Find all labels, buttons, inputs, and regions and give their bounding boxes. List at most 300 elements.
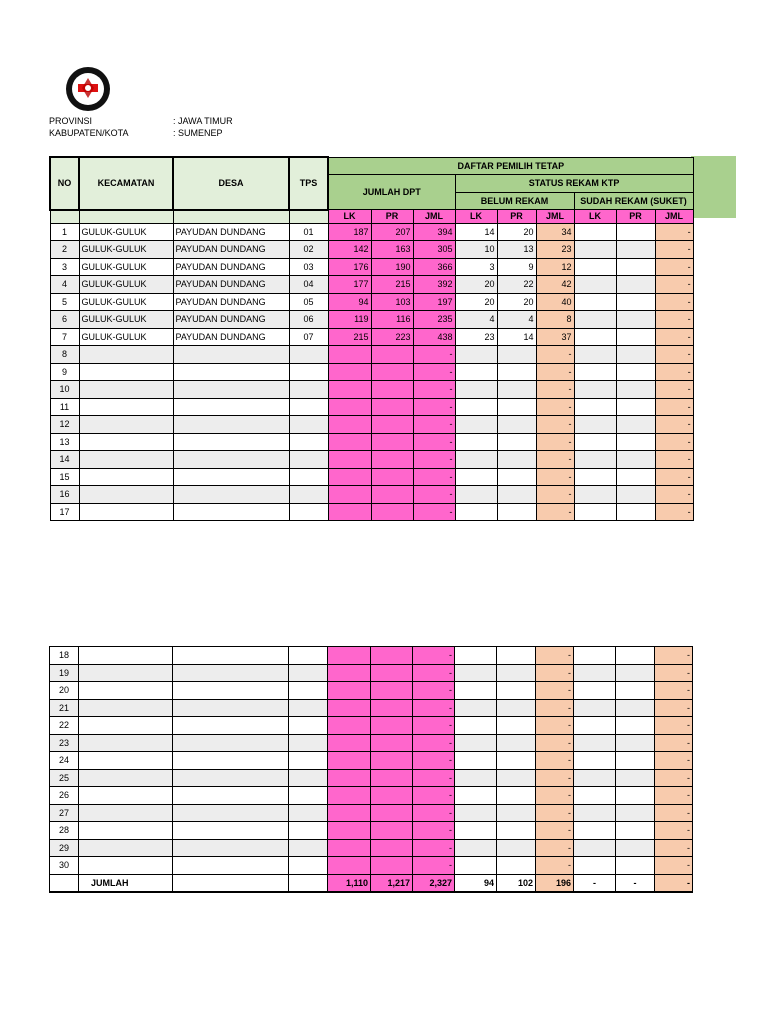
table-row: [50, 647, 693, 665]
cell-dpt-lk: [328, 857, 371, 875]
cell-dpt-pr: [371, 664, 413, 682]
cell-sudah-jml: -: [655, 468, 693, 486]
cell-sudah-jml: -: [655, 258, 693, 276]
cell-kecamatan: [79, 839, 173, 857]
cell-dpt-lk: [328, 416, 371, 434]
cell-sudah-jml: -: [655, 787, 693, 805]
cell-dpt-pr: 223: [371, 328, 413, 346]
cell-sudah-lk: [574, 328, 616, 346]
cell-belum-pr: [497, 647, 536, 665]
cell-belum-jml: -: [536, 682, 574, 700]
cell-belum-lk: [455, 503, 497, 521]
total-belum-pr: 102: [497, 874, 536, 892]
cell-desa: PAYUDAN DUNDANG: [173, 293, 289, 311]
cell-desa: [173, 381, 289, 399]
cell-dpt-jml: 394: [413, 223, 455, 241]
cell-sudah-jml: -: [655, 398, 693, 416]
cell-belum-lk: [455, 717, 497, 735]
cell-sudah-pr: [616, 647, 655, 665]
cell-sudah-jml: -: [655, 682, 693, 700]
total-sudah-pr: -: [616, 874, 655, 892]
cell-tps: [289, 682, 328, 700]
cell-dpt-lk: 177: [328, 276, 371, 294]
cell-belum-jml: 23: [536, 241, 574, 259]
cell-dpt-lk: 94: [328, 293, 371, 311]
cell-belum-pr: [497, 822, 536, 840]
cell-tps: [289, 769, 328, 787]
cell-no: 2: [50, 241, 79, 259]
cell-no: 9: [50, 363, 79, 381]
cell-sudah-lk: [574, 752, 616, 770]
cell-desa: [173, 664, 289, 682]
cell-desa: [173, 822, 289, 840]
cell-sudah-lk: [574, 734, 616, 752]
cell-dpt-lk: 142: [328, 241, 371, 259]
table-row: [50, 241, 693, 259]
cell-dpt-lk: [328, 699, 371, 717]
cell-sudah-pr: [616, 822, 655, 840]
cell-tps: [289, 381, 328, 399]
cell-tps: 01: [289, 223, 328, 241]
cell-no: 7: [50, 328, 79, 346]
total-dpt-lk: 1,110: [328, 874, 371, 892]
cell-dpt-jml: -: [413, 398, 455, 416]
cell-dpt-jml: 305: [413, 241, 455, 259]
cell-dpt-pr: 103: [371, 293, 413, 311]
cell-tps: [289, 839, 328, 857]
cell-dpt-pr: [371, 398, 413, 416]
cell-dpt-jml: -: [413, 381, 455, 399]
cell-belum-pr: [497, 381, 536, 399]
cell-sudah-lk: [574, 398, 616, 416]
total-sudah-jml: -: [655, 874, 693, 892]
cell-no: 1: [50, 223, 79, 241]
cell-belum-lk: [455, 804, 497, 822]
cell-no: 28: [50, 822, 79, 840]
table-row: [50, 857, 693, 875]
cell-kecamatan: [79, 363, 173, 381]
cell-belum-jml: -: [536, 752, 574, 770]
cell-desa: [173, 647, 289, 665]
cell-belum-pr: [497, 503, 536, 521]
cell-dpt-pr: [371, 857, 413, 875]
total-dpt-pr: 1,217: [371, 874, 413, 892]
cell-no: 6: [50, 311, 79, 329]
table-row: [50, 486, 693, 504]
cell-belum-lk: 20: [455, 293, 497, 311]
cell-dpt-jml: -: [413, 717, 455, 735]
cell-kecamatan: [79, 381, 173, 399]
cell-dpt-lk: [328, 717, 371, 735]
table-row: [50, 822, 693, 840]
dpt-table-part1: [49, 156, 694, 521]
subhdr-pr: PR: [616, 210, 655, 224]
cell-dpt-pr: [371, 717, 413, 735]
total-blank: [289, 874, 328, 892]
cell-tps: [289, 647, 328, 665]
cell-dpt-pr: 163: [371, 241, 413, 259]
cell-kecamatan: [79, 664, 173, 682]
table-row: [50, 664, 693, 682]
cell-dpt-lk: [328, 769, 371, 787]
cell-dpt-jml: -: [413, 734, 455, 752]
cell-kecamatan: [79, 682, 173, 700]
cell-belum-lk: [455, 787, 497, 805]
table-row: [50, 276, 693, 294]
cell-dpt-pr: [371, 381, 413, 399]
cell-sudah-pr: [616, 328, 655, 346]
cell-dpt-pr: [371, 734, 413, 752]
cell-desa: [173, 734, 289, 752]
cell-dpt-jml: -: [413, 664, 455, 682]
cell-dpt-pr: [371, 682, 413, 700]
table-row: [50, 311, 693, 329]
cell-belum-pr: 4: [497, 311, 536, 329]
cell-dpt-lk: 119: [328, 311, 371, 329]
cell-belum-pr: [497, 664, 536, 682]
cell-dpt-jml: -: [413, 346, 455, 364]
cell-kecamatan: [79, 503, 173, 521]
cell-dpt-jml: -: [413, 647, 455, 665]
cell-dpt-jml: -: [413, 699, 455, 717]
cell-desa: [173, 346, 289, 364]
cell-belum-jml: -: [536, 769, 574, 787]
cell-sudah-lk: [574, 839, 616, 857]
col-desa: DESA: [173, 157, 289, 210]
cell-sudah-pr: [616, 734, 655, 752]
cell-sudah-pr: [616, 664, 655, 682]
cell-sudah-jml: -: [655, 293, 693, 311]
cell-kecamatan: GULUK-GULUK: [79, 223, 173, 241]
cell-tps: [289, 804, 328, 822]
cell-belum-jml: -: [536, 822, 574, 840]
cell-sudah-jml: -: [655, 433, 693, 451]
total-row: [50, 874, 693, 892]
cell-dpt-lk: [328, 647, 371, 665]
cell-belum-jml: -: [536, 381, 574, 399]
cell-no: 10: [50, 381, 79, 399]
cell-belum-pr: 14: [497, 328, 536, 346]
cell-sudah-lk: [574, 223, 616, 241]
cell-kecamatan: GULUK-GULUK: [79, 241, 173, 259]
cell-desa: [173, 769, 289, 787]
cell-dpt-lk: 187: [328, 223, 371, 241]
subhdr-jml: JML: [413, 210, 455, 224]
cell-belum-lk: [455, 363, 497, 381]
cell-desa: [173, 857, 289, 875]
cell-no: 18: [50, 647, 79, 665]
cell-dpt-jml: 438: [413, 328, 455, 346]
cell-desa: PAYUDAN DUNDANG: [173, 276, 289, 294]
cell-sudah-pr: [616, 433, 655, 451]
cell-sudah-jml: -: [655, 857, 693, 875]
table-row: [50, 451, 693, 469]
cell-sudah-jml: -: [655, 839, 693, 857]
cell-kecamatan: [79, 804, 173, 822]
cell-belum-jml: -: [536, 398, 574, 416]
provinsi-label: PROVINSI: [49, 116, 93, 126]
cell-no: 24: [50, 752, 79, 770]
cell-belum-lk: [455, 468, 497, 486]
cell-belum-pr: [497, 398, 536, 416]
cell-dpt-pr: [371, 468, 413, 486]
cell-desa: [173, 503, 289, 521]
cell-tps: [289, 486, 328, 504]
cell-belum-lk: [455, 398, 497, 416]
cell-kecamatan: [79, 433, 173, 451]
cell-belum-pr: [497, 734, 536, 752]
cell-dpt-jml: -: [413, 486, 455, 504]
cell-belum-lk: [455, 346, 497, 364]
cell-dpt-pr: [371, 503, 413, 521]
cell-no: 22: [50, 717, 79, 735]
cell-no: 29: [50, 839, 79, 857]
table-row: [50, 769, 693, 787]
cell-dpt-jml: -: [413, 363, 455, 381]
cell-sudah-lk: [574, 363, 616, 381]
cell-desa: [173, 468, 289, 486]
table-row: [50, 433, 693, 451]
cell-dpt-lk: [328, 804, 371, 822]
cell-sudah-lk: [574, 311, 616, 329]
cell-dpt-jml: -: [413, 503, 455, 521]
cell-desa: [173, 451, 289, 469]
table-row: [50, 346, 693, 364]
table-row: [50, 468, 693, 486]
cell-sudah-lk: [574, 468, 616, 486]
cell-tps: [289, 433, 328, 451]
cell-sudah-jml: -: [655, 503, 693, 521]
cell-tps: 07: [289, 328, 328, 346]
cell-desa: [173, 363, 289, 381]
cell-tps: 06: [289, 311, 328, 329]
cell-kecamatan: [79, 468, 173, 486]
cell-tps: [289, 503, 328, 521]
subhdr-pr: PR: [497, 210, 536, 224]
cell-sudah-pr: [616, 699, 655, 717]
cell-desa: [173, 398, 289, 416]
cell-desa: PAYUDAN DUNDANG: [173, 223, 289, 241]
cell-sudah-jml: -: [655, 486, 693, 504]
cell-belum-pr: [497, 699, 536, 717]
cell-kecamatan: [79, 717, 173, 735]
cell-sudah-lk: [574, 647, 616, 665]
cell-sudah-pr: [616, 486, 655, 504]
cell-belum-lk: [455, 839, 497, 857]
cell-belum-pr: [497, 787, 536, 805]
cell-belum-pr: [497, 752, 536, 770]
total-belum-lk: 94: [455, 874, 497, 892]
cell-dpt-pr: [371, 363, 413, 381]
col-tps: TPS: [289, 157, 328, 210]
cell-tps: [289, 822, 328, 840]
cell-dpt-pr: [371, 416, 413, 434]
cell-dpt-jml: -: [413, 416, 455, 434]
cell-sudah-lk: [574, 293, 616, 311]
cell-sudah-jml: -: [655, 276, 693, 294]
cell-sudah-lk: [574, 787, 616, 805]
cell-belum-jml: 8: [536, 311, 574, 329]
cell-sudah-jml: -: [655, 752, 693, 770]
cell-belum-jml: -: [536, 734, 574, 752]
cell-desa: PAYUDAN DUNDANG: [173, 258, 289, 276]
cell-sudah-lk: [574, 346, 616, 364]
cell-belum-jml: -: [536, 346, 574, 364]
total-dpt-jml: 2,327: [413, 874, 455, 892]
cell-kecamatan: GULUK-GULUK: [79, 293, 173, 311]
cell-sudah-jml: -: [655, 241, 693, 259]
cell-kecamatan: GULUK-GULUK: [79, 276, 173, 294]
col-jumlah-dpt: JUMLAH DPT: [328, 175, 455, 210]
cell-dpt-pr: [371, 752, 413, 770]
cell-no: 26: [50, 787, 79, 805]
cell-sudah-pr: [616, 311, 655, 329]
cell-dpt-pr: [371, 699, 413, 717]
cell-sudah-lk: [574, 699, 616, 717]
cell-dpt-pr: [371, 787, 413, 805]
cell-dpt-jml: 197: [413, 293, 455, 311]
cell-kecamatan: GULUK-GULUK: [79, 258, 173, 276]
cell-dpt-pr: [371, 822, 413, 840]
cell-kecamatan: [79, 822, 173, 840]
cell-dpt-jml: -: [413, 839, 455, 857]
cell-sudah-jml: -: [655, 311, 693, 329]
subhdr-lk: LK: [455, 210, 497, 224]
cell-belum-lk: 3: [455, 258, 497, 276]
cell-sudah-pr: [616, 398, 655, 416]
cell-sudah-lk: [574, 451, 616, 469]
cell-dpt-lk: [328, 346, 371, 364]
cell-sudah-jml: -: [655, 734, 693, 752]
cell-belum-jml: -: [536, 416, 574, 434]
cell-dpt-pr: [371, 769, 413, 787]
cell-sudah-pr: [616, 223, 655, 241]
total-blank: [173, 874, 289, 892]
cell-belum-pr: [497, 769, 536, 787]
cell-desa: [173, 682, 289, 700]
total-blank: [50, 874, 79, 892]
col-daftar-pemilih-tetap: DAFTAR PEMILIH TETAP: [328, 157, 693, 175]
cell-sudah-lk: [574, 769, 616, 787]
cell-tps: [289, 734, 328, 752]
cell-sudah-jml: -: [655, 769, 693, 787]
cell-belum-jml: -: [536, 664, 574, 682]
cell-kecamatan: [79, 346, 173, 364]
table-row: [50, 699, 693, 717]
cell-kecamatan: [79, 486, 173, 504]
cell-sudah-lk: [574, 857, 616, 875]
cell-sudah-pr: [616, 787, 655, 805]
cell-kecamatan: [79, 787, 173, 805]
provinsi-value: : JAWA TIMUR: [173, 116, 233, 126]
table-row: [50, 363, 693, 381]
cell-dpt-jml: 366: [413, 258, 455, 276]
cell-belum-pr: [497, 433, 536, 451]
cell-desa: [173, 839, 289, 857]
subhdr-lk: LK: [328, 210, 371, 224]
table-row: [50, 223, 693, 241]
cell-desa: PAYUDAN DUNDANG: [173, 311, 289, 329]
cell-no: 27: [50, 804, 79, 822]
cell-dpt-lk: 215: [328, 328, 371, 346]
table-row: [50, 328, 693, 346]
cell-no: 23: [50, 734, 79, 752]
cell-belum-jml: -: [536, 699, 574, 717]
cell-dpt-jml: -: [413, 822, 455, 840]
cell-sudah-jml: -: [655, 647, 693, 665]
cell-dpt-pr: [371, 486, 413, 504]
cell-belum-jml: -: [536, 647, 574, 665]
cell-belum-pr: [497, 468, 536, 486]
cell-belum-lk: 14: [455, 223, 497, 241]
cell-dpt-lk: [328, 752, 371, 770]
cell-belum-jml: -: [536, 486, 574, 504]
cell-dpt-jml: -: [413, 752, 455, 770]
cell-dpt-lk: [328, 451, 371, 469]
cell-no: 17: [50, 503, 79, 521]
cell-no: 8: [50, 346, 79, 364]
cell-belum-jml: -: [536, 468, 574, 486]
table-row: [50, 258, 693, 276]
cell-tps: [289, 857, 328, 875]
cell-belum-pr: [497, 857, 536, 875]
table-row: [50, 787, 693, 805]
cell-sudah-pr: [616, 717, 655, 735]
cell-sudah-pr: [616, 682, 655, 700]
cell-dpt-lk: [328, 787, 371, 805]
table-row: [50, 839, 693, 857]
cell-belum-lk: 4: [455, 311, 497, 329]
cell-no: 20: [50, 682, 79, 700]
cell-belum-pr: [497, 451, 536, 469]
cell-sudah-pr: [616, 258, 655, 276]
cell-dpt-jml: -: [413, 451, 455, 469]
cell-sudah-jml: -: [655, 363, 693, 381]
cell-no: 15: [50, 468, 79, 486]
cell-dpt-jml: -: [413, 682, 455, 700]
cell-belum-jml: -: [536, 363, 574, 381]
cell-belum-lk: [455, 699, 497, 717]
cell-dpt-lk: [328, 839, 371, 857]
cell-kecamatan: [79, 857, 173, 875]
cell-dpt-lk: [328, 503, 371, 521]
cell-kecamatan: GULUK-GULUK: [79, 311, 173, 329]
total-sudah-lk: -: [574, 874, 616, 892]
cell-kecamatan: [79, 647, 173, 665]
cell-sudah-lk: [574, 682, 616, 700]
cell-sudah-pr: [616, 503, 655, 521]
cell-sudah-lk: [574, 416, 616, 434]
subhdr-blank: [173, 210, 289, 224]
cell-sudah-lk: [574, 486, 616, 504]
cell-belum-jml: -: [536, 503, 574, 521]
cell-tps: [289, 451, 328, 469]
subhdr-jml: JML: [536, 210, 574, 224]
table-row: [50, 398, 693, 416]
cell-belum-jml: -: [536, 787, 574, 805]
cell-tps: [289, 346, 328, 364]
cell-belum-pr: [497, 839, 536, 857]
cell-tps: 05: [289, 293, 328, 311]
cell-belum-lk: [455, 769, 497, 787]
cell-dpt-lk: [328, 734, 371, 752]
cell-belum-pr: 9: [497, 258, 536, 276]
cell-sudah-pr: [616, 293, 655, 311]
cell-belum-jml: -: [536, 839, 574, 857]
cell-sudah-lk: [574, 717, 616, 735]
cell-sudah-jml: -: [655, 804, 693, 822]
col-no: NO: [50, 157, 79, 210]
